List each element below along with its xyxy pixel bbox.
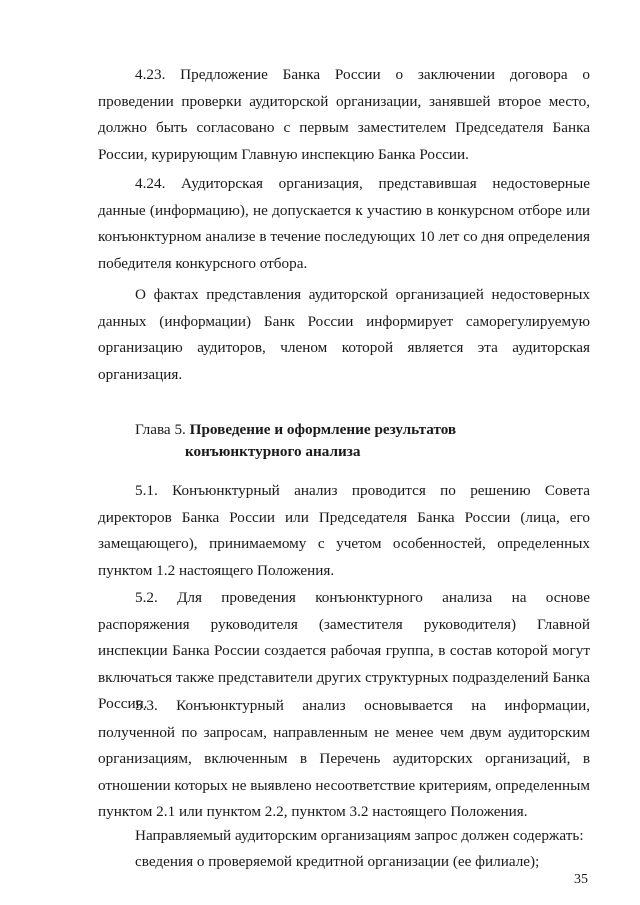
paragraph-4-23: 4.23. Предложение Банка России о заключении договора о проведении проверки аудиторской организации, занявшей второе место, должно быть согласовано с первым заместителем Председателя Банка России, курирующим Главную инспекцию Банка России.	[98, 66, 590, 163]
paragraph-facts: О фактах представления аудиторской организацией недостоверных данных (информации) Банк России информирует саморегулируемую организацию аудиторов, членом которой является эта аудиторская организация.	[98, 286, 590, 383]
chapter-title-line-2: конъюнктурного анализа	[185, 443, 361, 460]
paragraph-info: сведения о проверяемой кредитной организации (ее филиале);	[135, 853, 540, 870]
paragraph-5-3: 5.3. Конъюнктурный анализ основывается на информации, полученной по запросам, направленным не менее чем двум аудиторским организациям, включенным в Перечень аудиторских организаций, в отношении которых не выявлено несоответствие критериям, определенным пунктом 2.1 или пунктом 2.2, пунктом 3.2 настоящего Положения.	[98, 697, 590, 821]
paragraph-5-1: 5.1. Конъюнктурный анализ проводится по решению Совета директоров Банка России или Председателя Банка России (лица, его замещающего), принимаемому с учетом особенностей, определенных пунктом 1.2 настоящего Положения.	[98, 482, 590, 579]
paragraph-5-2: 5.2. Для проведения конъюнктурного анализа на основе распоряжения руководителя (заместителя руководителя) Главной инспекции Банка России создается рабочая группа, в состав которой могут включаться также представители других структурных подразделений Банка России.	[98, 589, 590, 713]
paragraph-4-24: 4.24. Аудиторская организация, представившая недостоверные данные (информацию), не допускается к участию в конкурсном отборе или конъюнктурном анализе в течение последующих 10 лет со дня определения победителя конкурсного отбора.	[98, 175, 590, 272]
chapter-title-line-1: Проведение и оформление результатов	[189, 421, 457, 438]
paragraph-request: Направляемый аудиторским организациям запрос должен содержать:	[135, 827, 584, 844]
page-number: 35	[574, 872, 588, 887]
chapter-prefix: Глава 5.	[135, 421, 190, 438]
chapter-heading	[135, 419, 555, 463]
